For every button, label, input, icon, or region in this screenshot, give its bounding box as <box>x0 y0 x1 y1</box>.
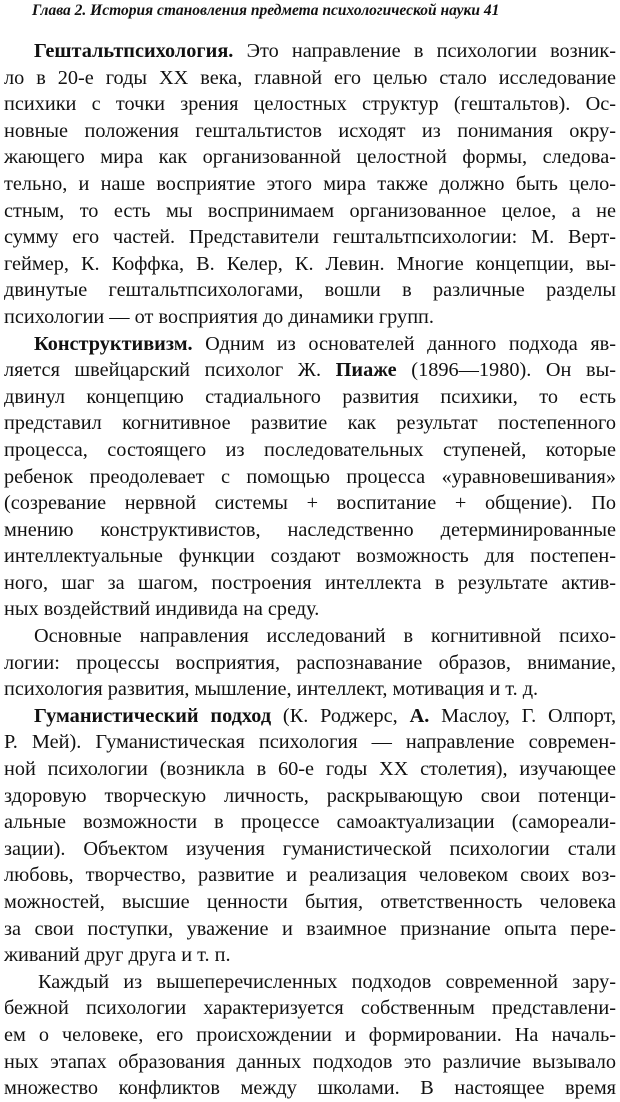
text-line <box>4 703 616 730</box>
text-line: интеллектуальные функции создают возможность для постепен- <box>4 545 616 568</box>
text-line: ных воздействий индивида на среду. <box>4 598 320 621</box>
paragraph-humanistic <box>4 703 616 969</box>
text-line: двинул концепцию стадиального развития психики, то есть <box>4 385 616 408</box>
text-line: ных этапах образования данных подходов это различие вызывало <box>4 1050 616 1073</box>
line-text: (1896—1980). Он вы- <box>396 359 616 382</box>
text-line: любовь, творчество, развитие и реализация человеком своих воз- <box>4 864 616 887</box>
line-text: (К. Роджерс, <box>271 704 410 727</box>
text-line: живаний друг друга и т. п. <box>4 944 231 967</box>
term-gestalt: Гештальтпсихология. <box>34 40 234 62</box>
text-line: ем о человеке, его происхождении и формировании. На началь- <box>4 1023 616 1046</box>
text-line <box>4 357 616 384</box>
text-line: логии: процессы восприятия, распознавание образов, внимание, <box>4 651 616 674</box>
paragraph-cognitive <box>4 623 616 703</box>
text-line: зации). Объектом изучения гуманистической психологии стали <box>4 837 616 860</box>
term-humanistic: Гуманистический подход <box>34 704 272 727</box>
text-line: ребенок преодолевает с помощью процесса «уравновешивания» <box>4 465 616 488</box>
text-line: стным, то есть мы воспринимаем организованное целое, а не <box>4 199 616 222</box>
text-line: можностей, высшие ценности бытия, ответственность человека <box>4 891 616 913</box>
text-line: (созревание нервной системы + воспитание + общение). По <box>4 492 616 515</box>
text-line: Р. Мей). Гуманистическая психология — направление современ- <box>4 731 616 754</box>
name-piaget: Пиаже <box>335 359 397 382</box>
text-line: альные возможности в процессе самоактуализации (самореали- <box>4 811 616 834</box>
text-line: новные положения гештальтистов исходят из понимания окру- <box>4 119 616 142</box>
book-page <box>4 0 617 1100</box>
text-line: представил когнитивное развитие как результат постепенного <box>4 412 616 435</box>
text-line: психология развития, мышление, интеллект, мотивация и т. д. <box>4 678 539 701</box>
text-line: множество конфликтов между школами. В настоящее время <box>4 1077 616 1100</box>
text-line: Каждый из вышеперечисленных подходов современной зару- <box>38 970 616 993</box>
line-text: Это направление в психологии возник- <box>233 40 616 62</box>
text-line: двинутые гештальтпсихологами, вошли в различные разделы <box>4 279 616 302</box>
text-line: ло в 20-е годы XX века, главной его целью стало исследование <box>4 66 616 89</box>
text-line: бежной психологии характеризуется собственным представлени- <box>4 997 616 1020</box>
text-line <box>4 38 616 65</box>
text-line: мнению конструктивистов, наследственно детерминированные <box>4 518 616 541</box>
text-line: Основные направления исследований в когнитивной психо- <box>34 625 616 648</box>
line-text: Маслоу, Г. Олпорт, <box>429 704 617 727</box>
text-line: сумму его частей. Представители гештальтпсихологии: М. Верт- <box>4 226 616 249</box>
paragraph-gestalt <box>4 38 616 331</box>
line-text: ляется швейцарский психолог Ж. <box>4 359 336 382</box>
line-text: Одним из основателей данного подхода яв- <box>192 332 616 355</box>
text-line: психологии — от восприятия до динамики групп. <box>4 305 434 328</box>
paragraph-each-approach <box>4 969 616 1102</box>
text-line: геймер, К. Коффка, В. Келер, К. Левин. Многие концепции, вы- <box>4 252 616 275</box>
initial-maslow: А. <box>409 704 430 727</box>
text-line <box>4 331 616 358</box>
text-line: здоровую творческую личность, раскрывающую свои потенци- <box>4 784 616 807</box>
running-head: Глава 2. История становления предмета психологической науки 41 <box>32 2 500 19</box>
text-line: процесса, состоящего из последовательных ступеней, которые <box>4 438 616 461</box>
text-line: тельно, и наше восприятие этого мира также должно быть цело- <box>4 172 616 195</box>
body-text <box>4 38 616 1102</box>
text-line: ной психологии (возникла в 60-е годы XX столетия), изучающее <box>4 758 616 781</box>
term-constructivism: Конструктивизм. <box>34 332 193 355</box>
text-line: жающего мира как организованной целостной формы, следова- <box>4 146 616 169</box>
text-line: ного, шаг за шагом, построения интеллекта в результате актив- <box>4 571 616 594</box>
text-line: за свои поступки, уважение и взаимное признание опыта пере- <box>4 917 616 940</box>
text-line: психики с точки зрения целостных структур (гештальтов). Ос- <box>4 93 616 116</box>
paragraph-constructivism <box>4 331 616 624</box>
